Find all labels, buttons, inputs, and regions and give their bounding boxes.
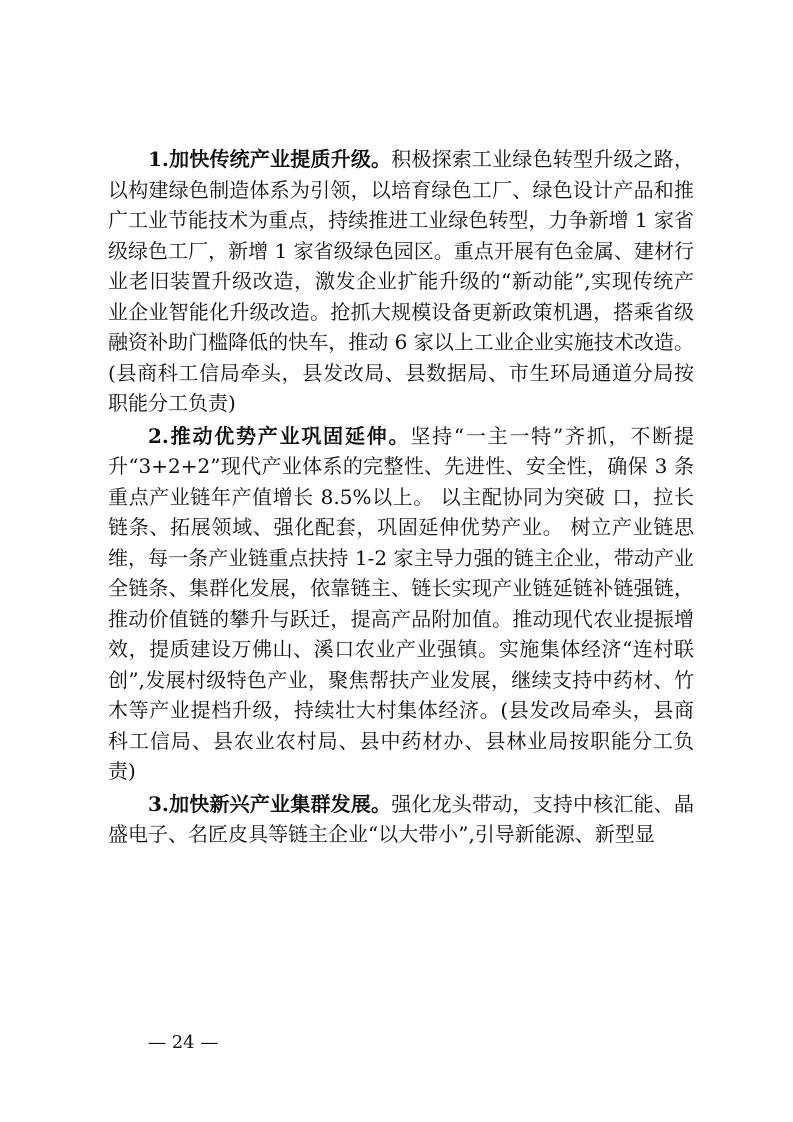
paragraph-2-body: 坚持“一主一特”齐抓，不断提升“3+2+2”现代产业体系的完整性、先进性、安全性，确保 3 条重点产业链年产值增长 8.5%以上。 以主配协同为突破 口，拉长链条、拓展领域、强化配套，巩固延伸优势产业。 树立产业链思维，每一条产业链重点扶持 1-2 家主导力强的链主企业，带动产业全链条、集群化发展，依靠链主、链长实现产业链延链补链强链，推动价值链的攀升与跃迁，提高产品附加值。推动现代农业提振增效，提质建设万佛山、溪口农业产业强镇。实施集体经济“连村联创”,发展村级特色产业，聚焦帮扶产业发展，继续支持中药材、竹木等产业提档升级，持续壮大村集体经济。(县发改局牵头，县商科工信局、县农业农村局、县中药材办、县林业局按职能分工负责) <box>108 423 694 783</box>
page-number: — 24 — <box>148 1032 219 1053</box>
document-body <box>108 144 694 852</box>
paragraph-3 <box>108 789 694 850</box>
paragraph-3-heading: 3.加快新兴产业集群发展。 <box>148 791 392 816</box>
paragraph-3-body: 强化龙头带动，支持中核汇能、晶盛电子、名匠皮具等链主企业“以大带小”,引导新能源、新型显 <box>108 791 695 846</box>
paragraph-1-body: 积极探索工业绿色转型升级之路，以构建绿色制造体系为引领，以培育绿色工厂、绿色设计产品和推广工业节能技术为重点，持续推进工业绿色转型，力争新增 1 家省级绿色工厂，新增 1 家省级绿色园区。重点开展有色金属、建材行业老旧装置升级改造，激发企业扩能升级的“新动能”,实现传统产业企业智能化升级改造。抢抓大规模设备更新政策机遇，搭乘省级融资补助门槛降低的快车，推动 6 家以上工业企业实施技术改造。(县商科工信局牵头，县发改局、县数据局、市生环局通道分局按职能分工负责) <box>108 147 695 415</box>
paragraph-2-heading: 2.推动优势产业巩固延伸。 <box>148 423 411 448</box>
paragraph-1-heading: 1.加快传统产业提质升级。 <box>148 147 392 171</box>
paragraph-1 <box>108 144 694 419</box>
paragraph-2 <box>108 421 694 787</box>
